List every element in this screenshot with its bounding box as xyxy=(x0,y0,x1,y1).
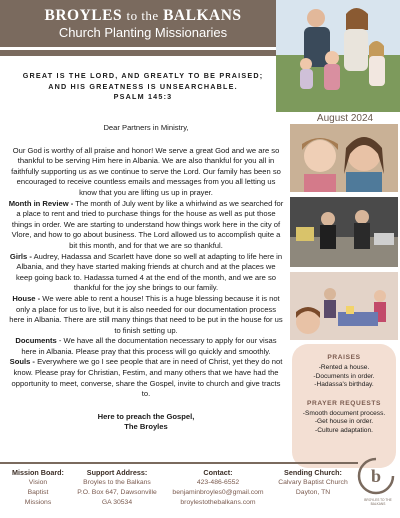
prayer-request-item: -Culture adaptation. xyxy=(315,426,373,434)
section-house xyxy=(8,294,284,336)
girls-label: Girls - xyxy=(9,251,32,261)
letter-intro: Our God is worthy of all praise and honor! We serve a great God and we are so thankful to be serving Him here in Albania. We are also thankful for you all in faithfully supporting us as we continue to serve the Lord. Our family has been so encouraged to receive countless emails and messages from you all letting us know that you are lifting us up in prayer. xyxy=(11,145,281,197)
footer-support-address xyxy=(74,468,160,508)
praises-title: PRAISES xyxy=(327,354,361,361)
title-connector: to the xyxy=(126,8,159,23)
contact-website-link[interactable]: broylestothebalkans.com xyxy=(180,499,256,506)
support-line: GA 30534 xyxy=(101,499,133,506)
house-label: House - xyxy=(12,293,41,303)
praises-list xyxy=(292,364,396,390)
sending-church-line: Calvary Baptist Church xyxy=(278,479,348,486)
photo-kitchen xyxy=(290,197,398,267)
prayer-requests-list xyxy=(292,410,396,436)
header-banner xyxy=(0,0,286,56)
praise-item: -Hadassa's birthday. xyxy=(314,381,374,389)
title-part-2: BALKANS xyxy=(163,7,242,24)
section-girls xyxy=(8,252,284,294)
mission-board-heading: Mission Board: xyxy=(12,468,64,477)
girls-text: Audrey, Hadassa and Scarlett have done so well at adapting to life here in Albania, and they have started making friends at church and at the places we keep going back to. Hadassa turned 4 at the end of the month, and we are so thankful for the joy she brings to our family. xyxy=(15,251,283,293)
photo-party xyxy=(290,272,398,340)
contact-phone: 423-486-6552 xyxy=(196,479,240,486)
support-heading: Support Address: xyxy=(86,468,148,477)
ministry-logo-icon xyxy=(356,456,396,496)
letter-greeting: Dear Partners in Ministry, xyxy=(103,123,189,132)
souls-label: Souls - xyxy=(9,357,35,367)
house-text: We were able to rent a house! This is a huge blessing because it is not only a place for us to live, but it is also needed for our documentation process here in Albania. There are still many things that need to be put in the house for us to finish setting up. xyxy=(9,293,283,335)
section-month-in-review xyxy=(8,199,284,252)
footer-rule xyxy=(0,462,358,464)
praise-item: -Documents in order. xyxy=(313,372,375,380)
title-part-1: BROYLES xyxy=(44,7,123,24)
verse-reference: PSALM 145:3 xyxy=(113,92,173,101)
footer-sending-church xyxy=(266,468,360,498)
contact-heading: Contact: xyxy=(203,468,233,477)
scripture-verse xyxy=(0,71,286,103)
mission-board-line: Missions xyxy=(24,499,52,506)
contact-email-link[interactable]: benjaminbroyles0@gmail.com xyxy=(172,489,264,496)
souls-text: Everywhere we go I see people that are in need of Christ, yet they do not know. Please pray for Christian, Festim, and many others that we have had the opportunity to meet, converse, share the Gospel, invite to church and give tracts to. xyxy=(11,357,283,399)
mission-board-line: Vision xyxy=(28,479,48,486)
letter-closing: Here to preach the Gospel, xyxy=(97,411,195,421)
month-text: The month of July went by like a whirlwind as we searched for a place to rent and tried to purchase things for the house as well as put those things in order. We are starting to understand how things work here in the city of Vlore, and how to go about business. The Lord allowed us to accomplish quite a bit this month, and for that we are so thankful. xyxy=(11,198,284,250)
mission-board-line: Baptist xyxy=(27,489,49,496)
prayer-request-item: -Get house in order. xyxy=(314,418,374,426)
letter-body xyxy=(8,123,284,433)
page-title xyxy=(0,7,286,25)
month-label: Month in Review - xyxy=(8,198,74,208)
documents-label: Documents xyxy=(15,336,57,346)
sending-church-line: Dayton, TN xyxy=(295,489,331,496)
newsletter-date: August 2024 xyxy=(316,113,374,124)
praise-item: -Rented a house. xyxy=(318,364,370,371)
photo-girls xyxy=(290,124,398,192)
header-rule xyxy=(0,47,286,50)
logo-caption: BROYLES TO THE BALKANS xyxy=(364,498,392,506)
footer-contact xyxy=(160,468,276,508)
prayer-requests-title: PRAYER REQUESTS xyxy=(307,399,381,407)
prayer-box xyxy=(292,344,396,468)
prayer-request-item: -Smooth document process. xyxy=(302,409,386,417)
support-line: P.O. Box 647, Dawsonville xyxy=(77,489,157,496)
footer-mission-board xyxy=(2,468,74,508)
section-documents xyxy=(8,336,284,357)
letter-signature: The Broyles xyxy=(124,422,168,432)
verse-line-1: GREAT IS THE LORD, AND GREATLY TO BE PRAISED; xyxy=(22,71,264,80)
support-line: Broyles to the Balkans xyxy=(83,479,151,486)
family-photo xyxy=(276,0,400,112)
sending-church-heading: Sending Church: xyxy=(284,468,342,477)
section-souls xyxy=(8,357,284,399)
page-subtitle: Church Planting Missionaries xyxy=(58,25,228,40)
documents-text: - We have all the documentation necessary to apply for our visas here in Albania. Please pray that this process will go quickly and smoothly. xyxy=(21,336,277,356)
svg-text:b: b xyxy=(370,466,382,486)
verse-line-2: AND HIS GREATNESS IS UNSEARCHABLE. xyxy=(48,81,238,91)
